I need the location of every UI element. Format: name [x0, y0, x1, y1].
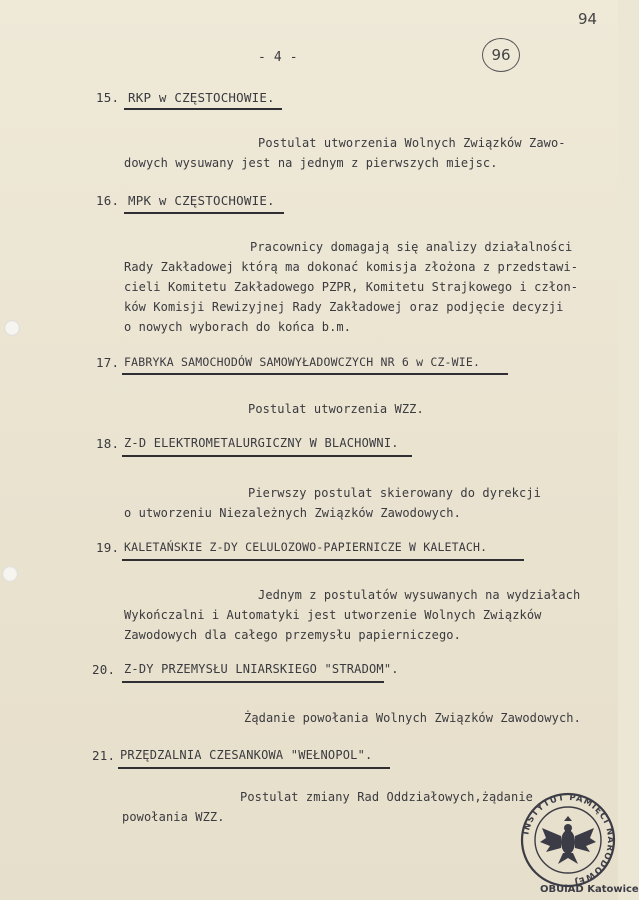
page-marker: - 4 -: [258, 50, 298, 65]
title-underline: [124, 108, 282, 110]
item-number: 20.: [92, 662, 116, 677]
item-title: PRZĘDZALNIA CZESANKOWA "WEŁNOPOL".: [120, 748, 373, 762]
item-number: 18.: [96, 436, 120, 451]
body-line: Postulat zmiany Rad Oddziałowych,żądanie: [240, 790, 533, 804]
body-line: Pracownicy domagają się analizy działalności: [250, 240, 573, 254]
stamp-caption: OBUiAD Katowice: [540, 884, 639, 895]
title-underline: [118, 767, 390, 769]
body-line: o utworzeniu Niezależnych Związków Zawodowych.: [124, 506, 461, 520]
title-underline: [122, 559, 524, 561]
item-title: Z-DY PRZEMYSŁU LNIARSKIEGO "STRADOM".: [124, 662, 399, 676]
title-underline: [122, 373, 508, 375]
item-title: MPK w CZĘSTOCHOWIE.: [128, 193, 275, 208]
item-title: RKP w CZĘSTOCHOWIE.: [128, 90, 275, 105]
body-line: Żądanie powołania Wolnych Związków Zawodowych.: [244, 711, 581, 725]
body-line: dowych wysuwany jest na jednym z pierwszych miejsc.: [124, 156, 498, 170]
body-line: Rady Zakładowej którą ma dokonać komisja złożona z przedstawi-: [124, 260, 579, 274]
body-line: Zawodowych dla całego przemysłu papierniczego.: [124, 628, 461, 642]
item-number: 19.: [96, 540, 120, 555]
body-line: o nowych wyborach do końca b.m.: [124, 320, 352, 334]
item-title: FABRYKA SAMOCHODÓW SAMOWYŁADOWCZYCH NR 6 w CZ-WIE.: [124, 355, 481, 369]
circled-archive-number: 96: [482, 38, 520, 72]
archive-stamp: [518, 790, 618, 890]
body-line: Wykończalni i Automatyki jest utworzenie Wolnych Związków: [124, 608, 542, 622]
body-line: Postulat utworzenia WZZ.: [248, 402, 424, 416]
item-number: 21.: [92, 748, 116, 763]
item-title: Z-D ELEKTROMETALURGICZNY W BLACHOWNI.: [124, 436, 399, 450]
body-line: Jednym z postulatów wysuwanych na wydziałach: [258, 588, 581, 602]
handwritten-page-number: 94: [578, 10, 598, 28]
eagle-emblem-icon: [540, 816, 596, 864]
title-underline: [122, 455, 412, 457]
punch-hole-top: [4, 320, 20, 336]
title-underline: [124, 212, 284, 214]
item-number: 17.: [96, 355, 120, 370]
stamp-ring-text: INSTYTUT PAMIĘCI NARODOWEJ: [521, 792, 616, 887]
item-number: 15.: [96, 90, 120, 105]
body-line: Postulat utworzenia Wolnych Związków Zawo-: [258, 136, 566, 150]
body-line: Pierwszy postulat skierowany do dyrekcji: [248, 486, 541, 500]
body-line: powołania WZZ.: [122, 810, 225, 824]
body-line: ków Komisji Rewizyjnej Rady Zakładowej oraz podjęcie decyzji: [124, 300, 564, 314]
item-number: 16.: [96, 193, 120, 208]
title-underline: [122, 681, 384, 683]
punch-hole-bottom: [2, 566, 18, 582]
item-title: KALETAŃSKIE Z-DY CELULOZOWO-PAPIERNICZE W KALETACH.: [124, 540, 488, 554]
body-line: cieli Komitetu Zakładowego PZPR, Komitetu Strajkowego i człon-: [124, 280, 579, 294]
